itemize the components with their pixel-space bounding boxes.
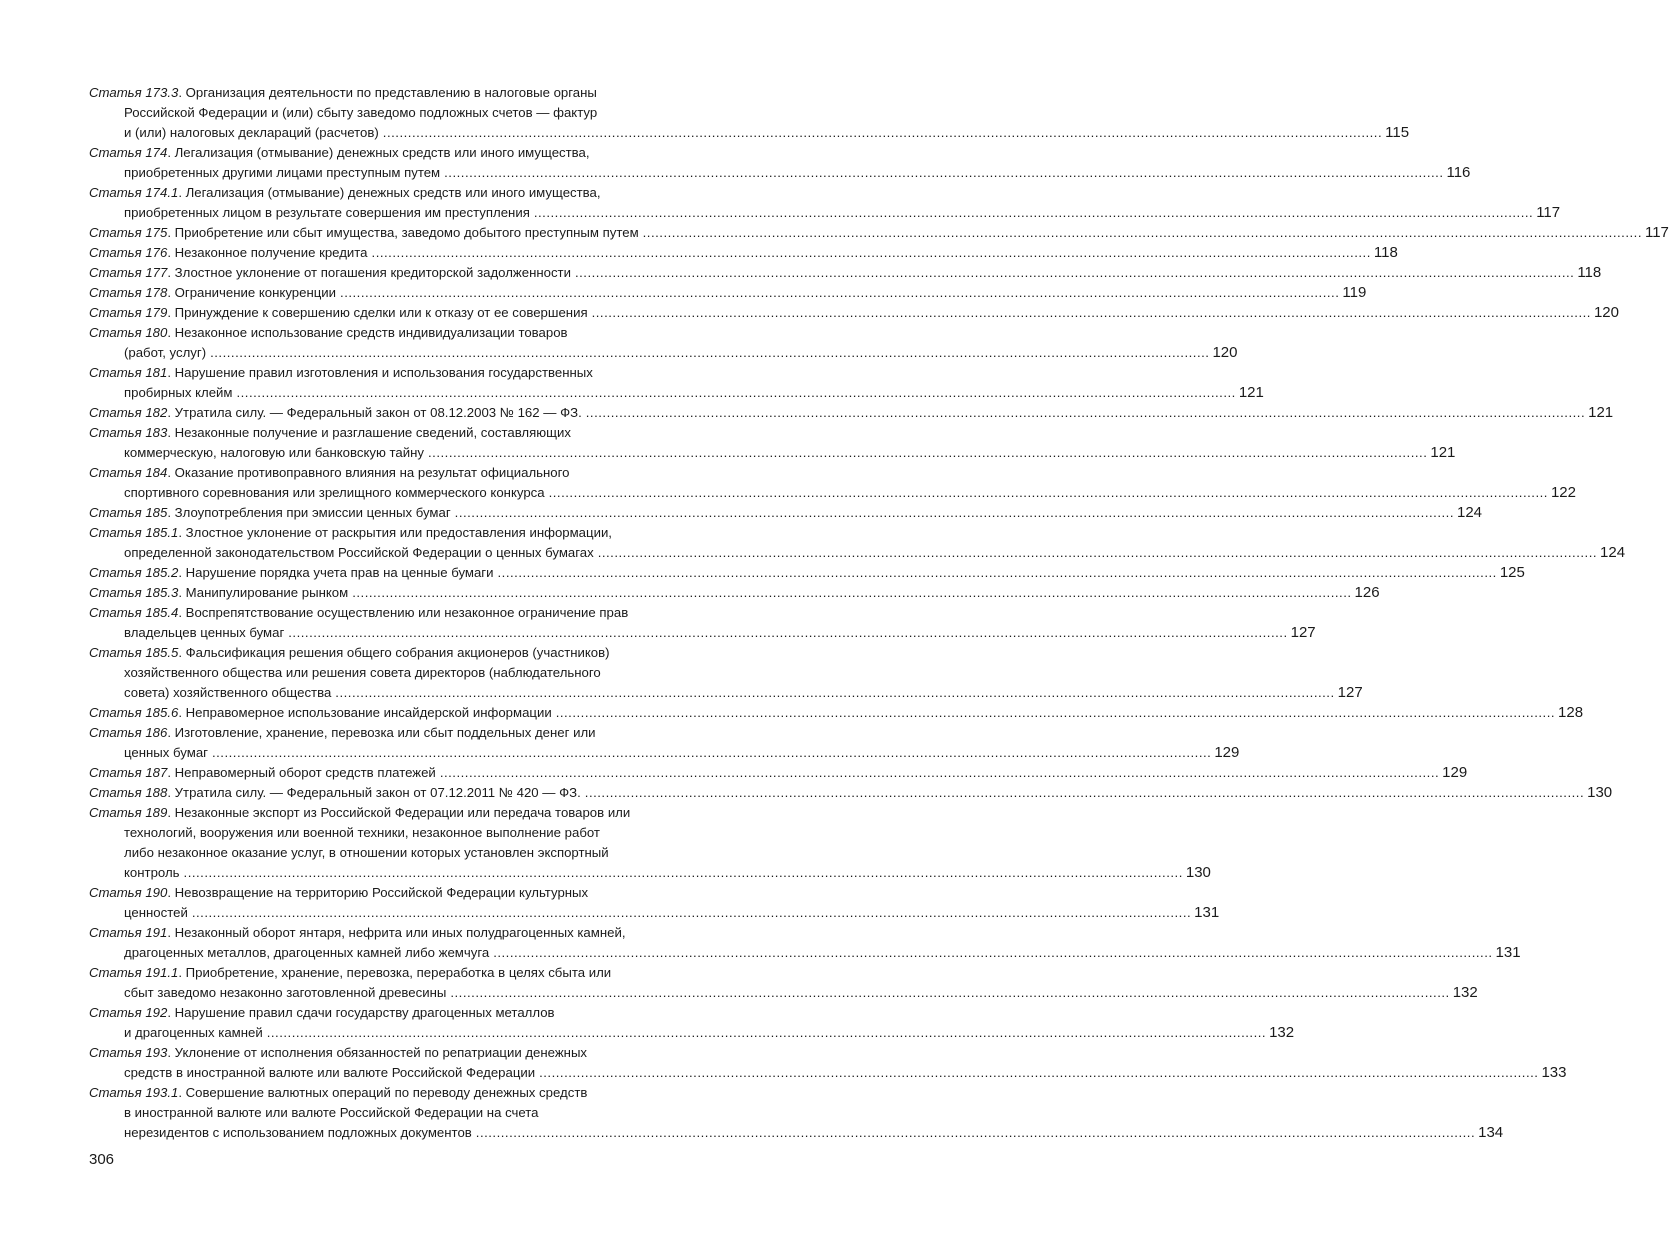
article-label: Статья 174 <box>89 145 168 160</box>
article-title-line: Уклонение от исполнения обязанностей по репатриации денежных <box>174 1045 588 1060</box>
article-label: Статья 173.3 <box>89 85 179 100</box>
page-ref: 129 <box>1214 744 1240 761</box>
toc-entry-line <box>89 663 710 683</box>
toc-entry <box>89 423 1456 463</box>
dot-leader <box>585 783 1584 803</box>
dot-leader <box>539 1063 1538 1083</box>
article-title-line: Воспрепятствование осуществлению или незаконное ограничение прав <box>185 605 629 620</box>
article-title-line: Фальсификация решения общего собрания акционеров (участников) <box>185 645 610 660</box>
toc-entry-line <box>89 103 710 123</box>
toc-entry-text <box>124 163 440 183</box>
toc-entry <box>89 303 1619 323</box>
page-ref: 129 <box>1442 764 1468 781</box>
dot-leader <box>236 383 1235 403</box>
table-of-contents <box>89 83 1669 1143</box>
article-label: Статья 185.5 <box>89 645 179 660</box>
toc-entry-line <box>89 263 1602 283</box>
article-label: Статья 190 <box>89 885 168 900</box>
toc-entry-text <box>124 943 489 963</box>
toc-entry-text: Статья 185.6. Неправомерное использование инсайдерской информации <box>89 705 552 720</box>
article-label: Статья 192 <box>89 1005 168 1020</box>
article-title-line: в иностранной валюте или валюте Российской Федерации на счета <box>124 1105 539 1120</box>
article-title-line: Изготовление, хранение, перевозка или сбыт поддельных денег или <box>174 725 596 740</box>
toc-entry-line <box>89 443 1456 463</box>
article-title-line: Российской Федерации и (или) сбыту заведомо подложных счетов — фактур <box>124 105 598 120</box>
toc-entry-text <box>124 1063 535 1083</box>
toc-entry-line <box>89 303 1619 323</box>
page-ref: 120 <box>1593 304 1619 321</box>
article-title-line: Нарушение правил сдачи государству драгоценных металлов <box>174 1005 555 1020</box>
toc-entry-line <box>89 743 1240 763</box>
toc-entry-line <box>89 483 1576 503</box>
article-title-line: Злостное уклонение от погашения кредиторской задолженности <box>174 265 571 280</box>
article-label: Статья 175 <box>89 225 168 240</box>
page-ref: 127 <box>1290 624 1316 641</box>
toc-entry <box>89 503 1483 523</box>
page-ref: 128 <box>1558 704 1584 721</box>
article-title-line: Неправомерное использование инсайдерской информации <box>185 705 552 720</box>
article-title-line: нерезидентов с использованием подложных документов <box>124 1125 472 1140</box>
dot-leader <box>592 303 1591 323</box>
article-title-line: ценных бумаг <box>124 745 208 760</box>
page-ref: 132 <box>1269 1024 1295 1041</box>
toc-entry-text <box>124 543 594 563</box>
dot-leader <box>598 543 1597 563</box>
toc-entry-line <box>89 403 1614 423</box>
article-title-line: Легализация (отмывание) денежных средств или иного имущества, <box>174 145 590 160</box>
toc-entry-text: Статья 176. Незаконное получение кредита <box>89 245 368 260</box>
toc-entry-text <box>124 863 180 883</box>
toc-entry-text: Статья 185.2. Нарушение порядка учета прав на ценные бумаги <box>89 565 494 580</box>
toc-entry-line <box>89 843 710 863</box>
page-ref: 132 <box>1452 984 1478 1001</box>
article-title-line: Ограничение конкуренции <box>174 285 337 300</box>
article-label: Статья 182 <box>89 405 168 420</box>
toc-entry <box>89 263 1602 283</box>
toc-entry <box>89 363 1264 403</box>
dot-leader <box>352 583 1351 603</box>
toc-entry <box>89 1083 1504 1143</box>
dot-leader <box>428 443 1427 463</box>
toc-entry-line: Статья 174.1. Легализация (отмывание) денежных средств или иного имущества, <box>89 185 601 200</box>
page-ref: 125 <box>1499 564 1525 581</box>
article-title-line: Злоупотребления при эмиссии ценных бумаг <box>174 505 451 520</box>
toc-entry-text: Статья 187. Неправомерный оборот средств платежей <box>89 765 436 780</box>
toc-entry <box>89 283 1367 303</box>
article-title-line: Утратила силу. — Федеральный закон от 07.12.2011 № 420 — ФЗ. <box>174 785 581 800</box>
toc-entry-text <box>124 1123 472 1143</box>
article-title-line: Утратила силу. — Федеральный закон от 08.12.2003 № 162 — ФЗ. <box>174 405 582 420</box>
article-label: Статья 186 <box>89 725 168 740</box>
article-label: Статья 178 <box>89 285 168 300</box>
article-title-line: Неправомерный оборот средств платежей <box>174 765 436 780</box>
article-label: Статья 180 <box>89 325 168 340</box>
article-label: Статья 183 <box>89 425 168 440</box>
toc-entry-line <box>89 823 710 843</box>
article-title-line: определенной законодательством Российской Федерации о ценных бумагах <box>124 545 594 560</box>
article-label: Статья 189 <box>89 805 168 820</box>
toc-entry <box>89 183 1561 223</box>
toc-entry-line <box>89 543 1626 563</box>
article-label: Статья 191.1 <box>89 965 179 980</box>
toc-entry-line: Статья 192. Нарушение правил сдачи государству драгоценных металлов <box>89 1005 555 1020</box>
article-title-line: приобретенных другими лицами преступным путем <box>124 165 441 180</box>
article-label: Статья 193 <box>89 1045 168 1060</box>
article-title-line: ценностей <box>124 905 188 920</box>
toc-entry <box>89 803 1211 883</box>
dot-leader <box>586 403 1585 423</box>
toc-entry-line: Статья 191. Незаконный оборот янтаря, нефрита или иных полудрагоценных камней, <box>89 925 626 940</box>
toc-entry-line <box>89 783 1613 803</box>
toc-entry-text: Статья 185. Злоупотребления при эмиссии ценных бумаг <box>89 505 451 520</box>
dot-leader <box>575 263 1574 283</box>
toc-entry-line: Статья 181. Нарушение правил изготовления и использования государственных <box>89 365 593 380</box>
page-ref: 124 <box>1600 544 1626 561</box>
dot-leader <box>549 483 1548 503</box>
dot-leader <box>498 563 1497 583</box>
toc-entry-line: Статья 186. Изготовление, хранение, перевозка или сбыт поддельных денег или <box>89 725 596 740</box>
toc-entry <box>89 723 1240 763</box>
article-title-line: Приобретение, хранение, перевозка, переработка в целях сбыта или <box>185 965 612 980</box>
toc-entry-text: Статья 177. Злостное уклонение от погашения кредиторской задолженности <box>89 265 571 280</box>
article-label: Статья 184 <box>89 465 168 480</box>
toc-entry-text <box>124 203 530 223</box>
article-title-line: Оказание противоправного влияния на результат официального <box>174 465 570 480</box>
toc-entry-text <box>124 123 379 143</box>
dot-leader <box>184 863 1183 883</box>
toc-entry <box>89 783 1613 803</box>
toc-entry <box>89 523 1626 563</box>
article-label: Статья 188 <box>89 785 168 800</box>
dot-leader <box>476 1123 1475 1143</box>
toc-entry-line: Статья 173.3. Организация деятельности по представлению в налоговые органы <box>89 85 597 100</box>
dot-leader <box>643 223 1642 243</box>
toc-entry-line <box>89 243 1398 263</box>
article-title-line: Незаконные экспорт из Российской Федерации или передача товаров или <box>174 805 631 820</box>
page-ref: 127 <box>1337 684 1363 701</box>
article-label: Статья 185.6 <box>89 705 179 720</box>
toc-entry-line: Статья 180. Незаконное использование средств индивидуализации товаров <box>89 325 568 340</box>
article-title-line: сбыт заведомо незаконно заготовленной древесины <box>124 985 447 1000</box>
toc-entry-line: Статья 185.5. Фальсификация решения общего собрания акционеров (участников) <box>89 645 610 660</box>
article-title-line: владельцев ценных бумаг <box>124 625 285 640</box>
page-ref: 133 <box>1541 1064 1567 1081</box>
toc-entry-line: Статья 193. Уклонение от исполнения обязанностей по репатриации денежных <box>89 1045 588 1060</box>
article-title-line: и драгоценных камней <box>124 1025 263 1040</box>
toc-entry-text <box>124 903 188 923</box>
dot-leader <box>335 683 1334 703</box>
article-title-line: технологий, вооружения или военной техники, незаконное выполнение работ <box>124 825 600 840</box>
toc-entry <box>89 883 1220 923</box>
toc-entry-line: Статья 183. Незаконные получение и разглашение сведений, составляющих <box>89 425 571 440</box>
toc-entry-text: Статья 185.3. Манипулирование рынком <box>89 585 349 600</box>
toc-entry <box>89 703 1584 723</box>
toc-entry <box>89 223 1669 243</box>
page-ref: 115 <box>1385 124 1410 141</box>
toc-entry-line <box>89 283 1367 303</box>
toc-entry <box>89 583 1380 603</box>
page-ref: 118 <box>1373 244 1398 261</box>
toc-entry-line <box>89 1123 1504 1143</box>
toc-entry-line <box>89 123 1410 143</box>
article-label: Статья 191 <box>89 925 168 940</box>
article-label: Статья 181 <box>89 365 168 380</box>
toc-entry <box>89 603 1316 643</box>
toc-entry-text: Статья 178. Ограничение конкуренции <box>89 285 337 300</box>
dot-leader <box>534 203 1533 223</box>
dot-leader <box>493 943 1492 963</box>
article-title-line: Незаконный оборот янтаря, нефрита или иных полудрагоценных камней, <box>174 925 626 940</box>
article-title-line: средств в иностранной валюте или валюте Российской Федерации <box>124 1065 536 1080</box>
toc-entry-text: Статья 188. Утратила силу. — Федеральный закон от 07.12.2011 № 420 — ФЗ. <box>89 785 581 800</box>
toc-entry-line <box>89 223 1669 243</box>
article-title-line: драгоценных металлов, драгоценных камней либо жемчуга <box>124 945 490 960</box>
article-title-line: Незаконное получение кредита <box>174 245 368 260</box>
toc-entry-text <box>124 1023 263 1043</box>
page-ref: 134 <box>1478 1124 1504 1141</box>
article-title-line: спортивного соревнования или зрелищного коммерческого конкурса <box>124 485 545 500</box>
toc-entry-line <box>89 1023 1295 1043</box>
page-ref: 130 <box>1587 784 1613 801</box>
dot-leader <box>192 903 1191 923</box>
page-ref: 124 <box>1457 504 1483 521</box>
toc-entry-text <box>124 443 424 463</box>
toc-entry <box>89 643 1363 703</box>
toc-entry-line <box>89 623 1316 643</box>
article-title-line: Совершение валютных операций по переводу денежных средств <box>185 1085 588 1100</box>
article-label: Статья 185.1 <box>89 525 179 540</box>
toc-entry-line: Статья 191.1. Приобретение, хранение, перевозка, переработка в целях сбыта или <box>89 965 612 980</box>
toc-entry <box>89 243 1398 263</box>
page-number: 306 <box>89 1151 115 1168</box>
dot-leader <box>450 983 1449 1003</box>
article-title-line: Нарушение порядка учета прав на ценные бумаги <box>185 565 494 580</box>
article-label: Статья 193.1 <box>89 1085 179 1100</box>
toc-entry-text <box>124 983 446 1003</box>
article-title-line: Легализация (отмывание) денежных средств или иного имущества, <box>185 185 601 200</box>
toc-entry-line <box>89 943 1521 963</box>
toc-entry-text <box>124 743 208 763</box>
page-ref: 131 <box>1495 944 1521 961</box>
page-ref: 130 <box>1185 864 1211 881</box>
dot-leader <box>372 243 1371 263</box>
page-ref: 117 <box>1536 204 1561 221</box>
toc-entry <box>89 143 1471 183</box>
page-ref: 122 <box>1550 484 1576 501</box>
dot-leader <box>288 623 1287 643</box>
page-ref: 119 <box>1342 284 1367 301</box>
toc-entry-line <box>89 163 1471 183</box>
toc-entry-line <box>89 503 1483 523</box>
article-title-line: Незаконные получение и разглашение сведений, составляющих <box>174 425 571 440</box>
toc-entry-line <box>89 863 1211 883</box>
toc-entry-line <box>89 563 1525 583</box>
article-title-line: Невозвращение на территорию Российской Федерации культурных <box>174 885 589 900</box>
toc-entry-line: Статья 174. Легализация (отмывание) денежных средств или иного имущества, <box>89 145 590 160</box>
toc-entry-text: Статья 179. Принуждение к совершению сделки или к отказу от ее совершения <box>89 305 588 320</box>
toc-entry-text <box>124 683 331 703</box>
article-label: Статья 185 <box>89 505 168 520</box>
toc-entry-line <box>89 683 1363 703</box>
toc-entry-text <box>124 343 206 363</box>
page-ref: 117 <box>1644 224 1669 241</box>
toc-entry-line: Статья 190. Невозвращение на территорию Российской Федерации культурных <box>89 885 589 900</box>
dot-leader <box>440 763 1439 783</box>
dot-leader <box>212 743 1211 763</box>
toc-entry-text <box>124 383 232 403</box>
article-title-line: Организация деятельности по представлению в налоговые органы <box>185 85 597 100</box>
article-title-line: (работ, услуг) <box>124 345 207 360</box>
toc-entry-line <box>89 763 1468 783</box>
toc-entry <box>89 83 1410 143</box>
toc-entry-line <box>89 383 1264 403</box>
toc-entry <box>89 1003 1295 1043</box>
page-ref: 118 <box>1577 264 1602 281</box>
article-label: Статья 176 <box>89 245 168 260</box>
dot-leader <box>210 343 1209 363</box>
article-label: Статья 185.2 <box>89 565 179 580</box>
toc-entry-line: Статья 184. Оказание противоправного влияния на результат официального <box>89 465 570 480</box>
dot-leader <box>556 703 1555 723</box>
toc-entry-line <box>89 203 1561 223</box>
toc-entry-line <box>89 343 1238 363</box>
dot-leader <box>340 283 1339 303</box>
article-title-line: Злостное уклонение от раскрытия или предоставления информации, <box>185 525 612 540</box>
article-title-line: коммерческую, налоговую или банковскую тайну <box>124 445 425 460</box>
dot-leader <box>455 503 1454 523</box>
article-title-line: пробирных клейм <box>124 385 233 400</box>
article-label: Статья 177 <box>89 265 168 280</box>
article-label: Статья 185.4 <box>89 605 179 620</box>
page-ref: 121 <box>1238 384 1264 401</box>
toc-entry <box>89 463 1576 503</box>
page-ref: 116 <box>1446 164 1471 181</box>
toc-entry-line <box>89 1103 710 1123</box>
toc-entry-text: Статья 175. Приобретение или сбыт имущества, заведомо добытого преступным путем <box>89 225 639 240</box>
page-ref: 121 <box>1588 404 1614 421</box>
article-title-line: контроль <box>124 865 180 880</box>
toc-entry <box>89 403 1614 423</box>
toc-entry <box>89 1043 1567 1083</box>
toc-entry <box>89 763 1468 783</box>
article-label: Статья 179 <box>89 305 168 320</box>
toc-entry-text <box>124 623 284 643</box>
article-label: Статья 174.1 <box>89 185 179 200</box>
dot-leader <box>383 123 1382 143</box>
article-title-line: Нарушение правил изготовления и использования государственных <box>174 365 593 380</box>
toc-entry-line <box>89 983 1478 1003</box>
toc-entry <box>89 563 1525 583</box>
toc-entry-line: Статья 185.1. Злостное уклонение от раскрытия или предоставления информации, <box>89 525 612 540</box>
article-title-line: совета) хозяйственного общества <box>124 685 332 700</box>
article-label: Статья 187 <box>89 765 168 780</box>
toc-entry <box>89 323 1238 363</box>
article-title-line: хозяйственного общества или решения совета директоров (наблюдательного <box>124 665 601 680</box>
article-title-line: Незаконное использование средств индивидуализации товаров <box>174 325 568 340</box>
dot-leader <box>444 163 1443 183</box>
toc-entry <box>89 923 1521 963</box>
article-title-line: либо незаконное оказание услуг, в отношении которых установлен экспортный <box>124 845 609 860</box>
article-label: Статья 185.3 <box>89 585 179 600</box>
toc-entry-line <box>89 583 1380 603</box>
toc-entry-text <box>124 483 545 503</box>
article-title-line: приобретенных лицом в результате совершения им преступления <box>124 205 530 220</box>
toc-entry-text: Статья 182. Утратила силу. — Федеральный закон от 08.12.2003 № 162 — ФЗ. <box>89 405 582 420</box>
page-ref: 121 <box>1430 444 1456 461</box>
toc-entry-line <box>89 703 1584 723</box>
toc-entry <box>89 963 1478 1003</box>
article-title-line: Манипулирование рынком <box>185 585 349 600</box>
toc-entry-line: Статья 193.1. Совершение валютных операций по переводу денежных средств <box>89 1085 588 1100</box>
article-title-line: Принуждение к совершению сделки или к отказу от ее совершения <box>174 305 588 320</box>
toc-entry-line <box>89 1063 1567 1083</box>
toc-entry-line: Статья 189. Незаконные экспорт из Российской Федерации или передача товаров или <box>89 805 631 820</box>
article-title-line: Приобретение или сбыт имущества, заведомо добытого преступным путем <box>174 225 639 240</box>
page-ref: 131 <box>1194 904 1220 921</box>
toc-entry-line <box>89 903 1220 923</box>
page-ref: 120 <box>1212 344 1238 361</box>
toc-entry-line: Статья 185.4. Воспрепятствование осуществлению или незаконное ограничение прав <box>89 605 629 620</box>
article-title-line: и (или) налоговых деклараций (расчетов) <box>124 125 379 140</box>
page-ref: 126 <box>1354 584 1380 601</box>
dot-leader <box>267 1023 1266 1043</box>
